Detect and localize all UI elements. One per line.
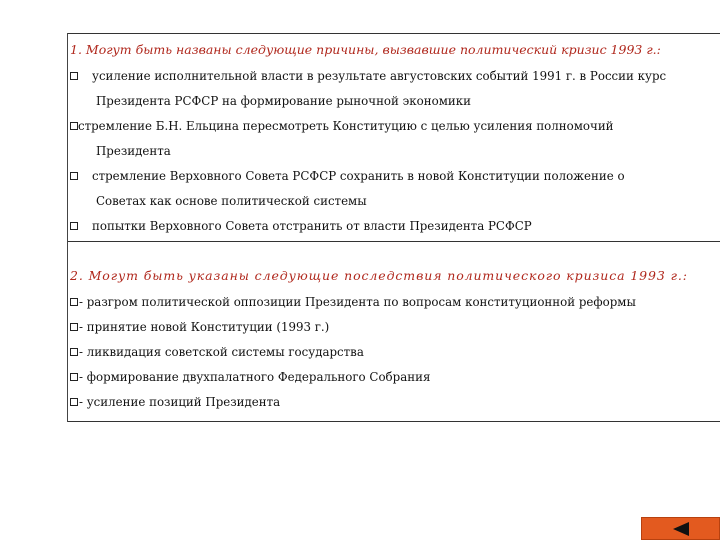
checkbox-bullet-icon bbox=[70, 323, 78, 331]
content-table bbox=[67, 33, 720, 422]
list-item bbox=[68, 390, 720, 415]
list-item-continuation: Президента РСФСР на формирование рыночной экономики bbox=[96, 94, 471, 108]
list-item-text: стремление Верховного Совета РСФСР сохранить в новой Конституции положение о bbox=[92, 169, 625, 183]
previous-slide-button[interactable] bbox=[641, 517, 720, 540]
list-item bbox=[68, 164, 720, 189]
checkbox-bullet-icon bbox=[70, 398, 78, 406]
list-item bbox=[68, 114, 720, 139]
causes-heading: 1. Могут быть названы следующие причины, вызвавшие политический кризис 1993 г.: bbox=[70, 42, 661, 57]
list-item-text: попытки Верховного Совета отстранить от власти Президента РСФСР bbox=[92, 219, 532, 233]
list-item-text: - формирование двухпалатного Федерального Собрания bbox=[79, 370, 431, 384]
list-item-continuation: Советах как основе политической системы bbox=[96, 194, 367, 208]
checkbox-bullet-icon bbox=[70, 172, 78, 180]
list-item bbox=[68, 64, 720, 89]
consequences-section bbox=[68, 242, 720, 422]
list-item-text: - разгром политической оппозиции Президента по вопросам конституционной реформы bbox=[79, 295, 636, 309]
list-item-text: усиление исполнительной власти в результате августовских событий 1991 г. в России курс bbox=[92, 69, 667, 83]
checkbox-bullet-icon bbox=[70, 373, 78, 381]
list-item-continuation: Президента bbox=[96, 144, 171, 158]
checkbox-bullet-icon bbox=[70, 222, 78, 230]
list-item-text: - ликвидация советской системы государства bbox=[79, 345, 364, 359]
checkbox-bullet-icon bbox=[70, 348, 78, 356]
checkbox-bullet-icon bbox=[70, 298, 78, 306]
list-item bbox=[68, 290, 720, 315]
consequences-heading: 2. Могут быть указаны следующие последствия политического кризиса 1993 г.: bbox=[70, 268, 688, 283]
list-item bbox=[68, 340, 720, 365]
list-item-text: - усиление позиций Президента bbox=[79, 395, 281, 409]
triangle-left-icon bbox=[671, 521, 691, 537]
list-item-text: - принятие новой Конституции (1993 г.) bbox=[79, 320, 330, 334]
list-item-text: стремление Б.Н. Ельцина пересмотреть Конституцию с целью усиления полномочий bbox=[78, 119, 614, 133]
checkbox-bullet-icon bbox=[70, 72, 78, 80]
list-item bbox=[68, 315, 720, 340]
causes-section bbox=[68, 33, 720, 242]
list-item bbox=[68, 214, 720, 239]
checkbox-bullet-icon bbox=[70, 122, 78, 130]
list-item bbox=[68, 365, 720, 390]
